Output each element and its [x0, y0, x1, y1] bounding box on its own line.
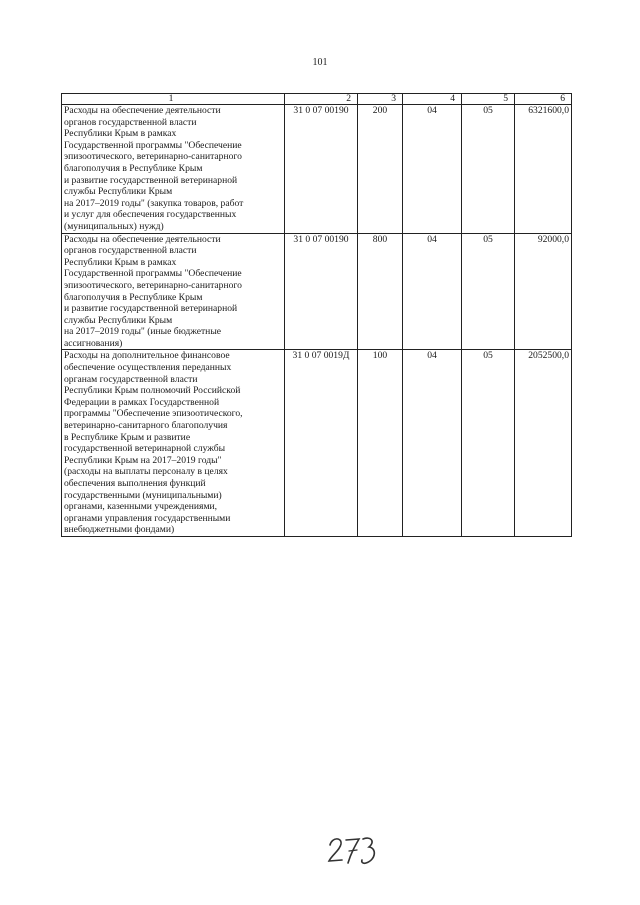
subsection-code: 05	[462, 233, 515, 350]
target-article-code: 31 0 07 0019Д	[285, 350, 358, 537]
section-code: 04	[403, 350, 462, 537]
column-header-5: 5	[462, 94, 515, 105]
row-description-text: Расходы на обеспечение деятельности органов государственной власти Республики Крым в рамках Государственной программы "Обеспечение эпизоотического, ветеринарно-санитарного благополучия в Республике Крым и развитие государственной ветеринарной службы Республики Крым на 2017–2019 годы" (закупка товаров, работ и услуг для обеспечения государственных (муниципальных) нужд)	[64, 105, 244, 232]
row-description	[62, 233, 285, 350]
column-header-4: 4	[403, 94, 462, 105]
amount-value: 92000,0	[515, 233, 572, 350]
handwritten-page-number	[326, 833, 378, 869]
row-description	[62, 105, 285, 234]
target-article-code: 31 0 07 00190	[285, 233, 358, 350]
target-article-code: 31 0 07 00190	[285, 105, 358, 234]
table-row	[62, 350, 572, 537]
budget-table	[61, 93, 572, 537]
column-header-1: 1	[62, 94, 285, 105]
column-header-2: 2	[285, 94, 358, 105]
page-number: 101	[312, 57, 328, 68]
row-description-text: Расходы на дополнительное финансовое обеспечение осуществления переданных органам государственной власти Республики Крым полномочий Российской Федерации в рамках Государственной программы "Обеспечение эпизоотического, ветеринарно-санитарного благополучия в Республике Крым и развитие государственной ветеринарной службы Республики Крым на 2017–2019 годы" (расходы на выплаты персоналу в целях обеспечения выполнения функций государственными (муниципальными) органами, казенными учреждениями, органами управления государственными внебюджетными фондами)	[64, 350, 243, 536]
section-code: 04	[403, 105, 462, 234]
column-header-6: 6	[515, 94, 572, 105]
section-code: 04	[403, 233, 462, 350]
expense-type-code: 200	[358, 105, 403, 234]
amount-value: 6321600,0	[515, 105, 572, 234]
subsection-code: 05	[462, 105, 515, 234]
amount-value: 2052500,0	[515, 350, 572, 537]
table-row	[62, 233, 572, 350]
column-header-3: 3	[358, 94, 403, 105]
row-description-text: Расходы на обеспечение деятельности органов государственной власти Республики Крым в рамках Государственной программы "Обеспечение эпизоотического, ветеринарно-санитарного благополучия в Республике Крым и развитие государственной ветеринарной службы Республики Крым на 2017–2019 годы" (иные бюджетные ассигнования)	[64, 233, 242, 349]
subsection-code: 05	[462, 350, 515, 537]
row-description	[62, 350, 285, 537]
expense-type-code: 100	[358, 350, 403, 537]
table-row	[62, 105, 572, 234]
table-header-row	[62, 94, 572, 105]
expense-type-code: 800	[358, 233, 403, 350]
